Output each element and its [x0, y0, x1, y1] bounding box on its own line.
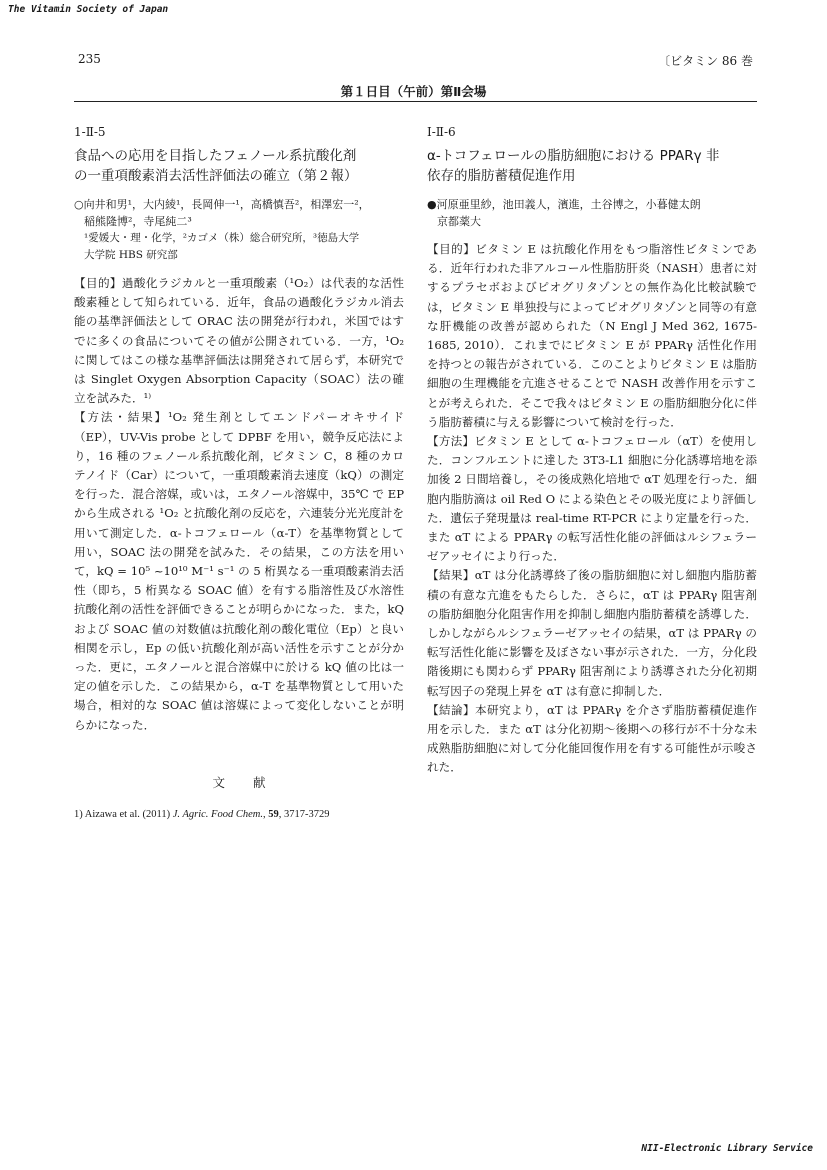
author-line: ○向井和男¹，大内綾¹，長岡伸一¹，高橋慎吾²，相澤宏一²， — [74, 198, 370, 211]
author-line: 稲熊隆博²，寺尾純二³ — [84, 215, 192, 228]
affiliation-line: 京都薬大 — [437, 215, 481, 228]
reference-journal: J. Agric. Food Chem. — [172, 808, 263, 820]
references-heading: 文献 — [212, 774, 294, 790]
paragraph-methods: 【方法】ビタミン E として α-トコフェロール（αT）を使用した．コンフルエントに達した 3T3-L1 細胞に分化誘導培地を添加後 2 日間培養し，その後成熟化培地で αT 処理を行った．細胞内脂肪滴は oil Red O による染色とその吸光度により評価した．遺伝子発現量は real-time RT-PCR により定量を行った．また αT による PPARγ の転写活性化能の評価はルシフェラーゼアッセイにより行った． — [427, 434, 757, 564]
abstract-title — [74, 146, 404, 186]
society-banner: The Vitamin Society of Japan — [8, 4, 169, 15]
reference-volume: 59 — [268, 808, 279, 820]
paragraph-conclusion: 【結論】本研究より，αT は PPARγ を介さず脂肪蓄積促進作用を示した．また αT は分化初期～後期への移行が不十分な未成熟脂肪細胞に対して分化能回復作用を有する可能性が示唆された． — [427, 702, 757, 775]
running-head: 〔ビタミン 86 巻 — [658, 54, 753, 68]
paragraph-methods-results: 【方法・結果】¹O₂ 発生剤としてエンドパーオキサイド（EP），UV-Vis probe として DPBF を用い，競争反応法により，16 種のフェノール系抗酸化剤，ビタミン C，8 種のカロテノイド（Car）について，一重項酸素消去速度（kQ）の測定を行った．混合溶媒，或いは，エタノール溶媒中，35℃ で EP から生成される ¹O₂ と抗酸化剤の反応を，六連装分光光度計を用いて測定した．α-トコフェロール（α-T）を基準物質として用い，SOAC 法の開発を試みた．その結果，この方法を用いて，kQ = 10⁵ ~10¹⁰ M⁻¹ s⁻¹ の 5 桁異なる一重項酸素消去活性（即ち，5 桁異なる SOAC 値）を有する脂溶性及び水溶性抗酸化剤の活性を評価できることが明らかになった．また，kQ および SOAC 値の対数値は抗酸化剤の酸化電位（Ep）と良い相関を示し，Ep の低い抗酸化剤が高い活性を示すことが分かった．更に，エタノールと混合溶媒中に於ける kQ 値の比は一定の値を示した．この結果から，α-T を基準物質として用いた場合，相対的な SOAC 値は溶媒によって変化しないことが明らかになった． — [74, 410, 404, 732]
author-list — [427, 196, 757, 230]
paragraph-purpose: 【目的】過酸化ラジカルと一重項酸素（¹O₂）は代表的な活性酸素種として知られている．近年，食品の過酸化ラジカル消去能の基準評価法として ORAC 法の開発が行われ，米国ではすでに多くの食品についてその値が公開されている．一方，¹O₂ に関してはこの様な基準評価法は開発されて居らず，本研究では Singlet Oxygen Absorption Capacity（SOAC）法の確立を試みた．¹⁾ — [74, 276, 404, 406]
affiliation-line: 大学院 HBS 研究部 — [84, 249, 178, 261]
left-abstract — [74, 124, 404, 823]
title-line: α-トコフェロールの脂肪細胞における PPARγ 非 — [427, 148, 720, 164]
abstract-body — [427, 240, 757, 778]
reference-authors: 1) Aizawa et al. (2011) — [74, 808, 173, 820]
reference-item: 1) Aizawa et al. (2011) J. Agric. Food Chem., 59, 3717-3729 — [74, 808, 330, 820]
abstract-body — [74, 274, 404, 735]
author-list — [74, 196, 404, 264]
title-line: 依存的脂肪蓄積促進作用 — [427, 168, 576, 184]
paragraph-results: 【結果】αT は分化誘導終了後の脂肪細胞に対し細胞内脂肪蓄積の有意な亢進をもたらした．さらに，αT は PPARγ 阻害剤の脂肪細胞分化阻害作用を抑制し細胞内脂肪蓄積を誘導した．しかしながらルシフェラーゼアッセイの結果，αT は PPARγ の転写活性化能に影響を及ぼさない事が示された．一方，分化段階後期にも関わらず PPARγ 阻害剤により誘導された分化初期転写因子の発現上昇を αT は有意に抑制した． — [427, 568, 757, 698]
library-banner: NII-Electronic Library Service — [641, 1143, 813, 1154]
title-line: の一重項酸素消去活性評価法の確立（第２報） — [74, 168, 358, 184]
abstract-id: 1-Ⅱ-5 — [74, 125, 106, 139]
page-number: 235 — [78, 52, 101, 66]
author-line: ●河原亜里紗，池田義人，濱進，土谷博之，小暮健太朗 — [427, 198, 701, 211]
abstract-id: Ⅰ-Ⅱ-6 — [427, 125, 456, 139]
session-heading: 第１日目（午前）第Ⅱ会場 — [340, 84, 487, 99]
paragraph-purpose: 【目的】ビタミン E は抗酸化作用をもつ脂溶性ビタミンである．近年行われた非アルコール性脂肪肝炎（NASH）患者に対するプラセボおよびピオグリタゾンとの無作為化比較試験では，ビタミン E 単独投与によってピオグリタゾンと同等の有意な肝機能の改善が認められた（N Engl J Med 362, 1675-1685, 2010）．これまでにビタミン E が PPARγ 活性化作用を持つとの報告がされている．このことよりビタミン E は脂肪細胞の生理機能を亢進させることで NASH 改善作用を示すことが考えられた．そこで我々はビタミン E の脂肪細胞分化に伴う脂肪蓄積に与える影響について検討を行った． — [427, 242, 757, 429]
abstract-title — [427, 146, 757, 186]
right-abstract — [427, 124, 757, 778]
reference-pages: , 3717-3729 — [278, 808, 330, 820]
header-rule — [74, 101, 757, 102]
affiliation-line: ¹愛媛大・理・化学，²カゴメ（株）総合研究所，³徳島大学 — [84, 232, 360, 244]
title-line: 食品への応用を目指したフェノール系抗酸化剤 — [74, 148, 357, 164]
